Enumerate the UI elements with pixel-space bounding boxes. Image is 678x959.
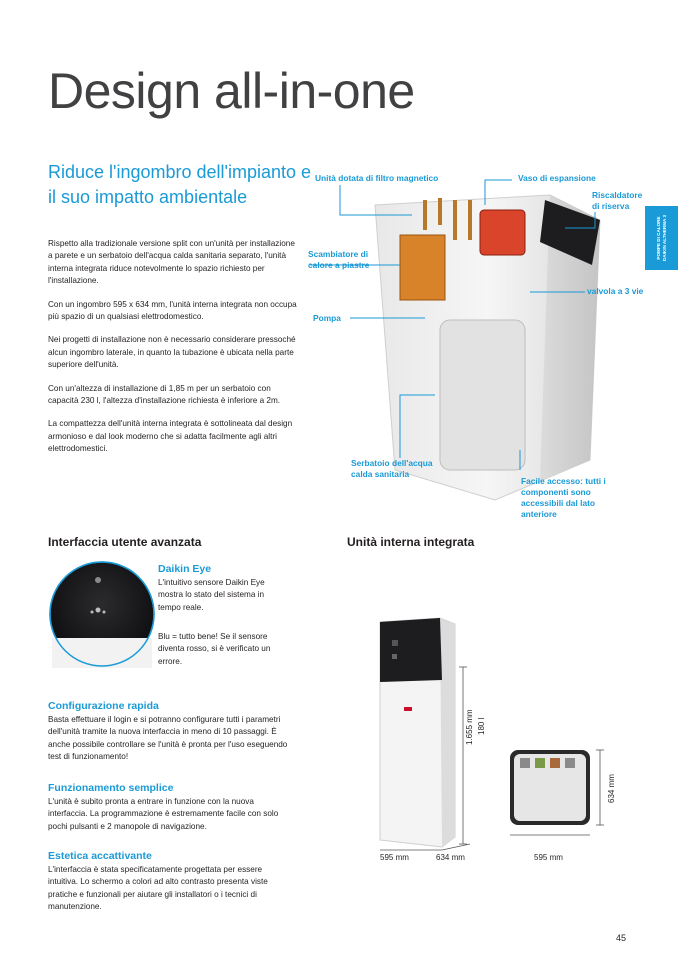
paragraph: Nei progetti di installazione non è necessario considerare pressoché alcun ingombro laterale, in quanto la tubazione è ubicata nella parte superiore dell'unità.: [48, 335, 296, 370]
callout-magnetic-filter: Unità dotata di filtro magnetico: [315, 173, 439, 183]
paragraph: Con un'altezza di installazione di 1,85 m per un serbatoio con capacità 230 l, l'altezza d'installazione richiesta è inferiore a 2m.: [48, 383, 281, 406]
depth-dimension-label: 634 mm: [436, 853, 465, 862]
side-tab-line-1: POMPE DI CALORE: [655, 216, 661, 260]
side-tab: [645, 206, 678, 270]
paragraph: La compattezza dell'unità interna integrata è sottolineata dal design armonioso e dal look moderno che si adatta facilmente agli altri elettrodomestici.: [48, 419, 293, 454]
feature-text: L'unità è subito pronta a entrare in funzione con la nuova interfaccia. La programmazione è estremamente facile con solo pochi pulsanti e 2 manopole di navigazione.: [48, 797, 279, 831]
callout-3-way-valve: valvola a 3 vie: [587, 286, 644, 296]
daikin-eye-photo: [48, 560, 156, 668]
feature-title: Funzionamento semplice: [48, 782, 174, 794]
feature-title: Estetica accattivante: [48, 850, 152, 862]
intro-text: [48, 238, 298, 467]
daikin-eye-text-1: L'intuitivo sensore Daikin Eye mostra lo stato del sistema in tempo reale.: [158, 578, 265, 612]
callout-expansion-vessel: Vaso di espansione: [518, 173, 596, 183]
callout-dhw-tank: Serbatoio dell'acqua calda sanitaria: [351, 458, 433, 479]
small-height-label: 634 mm: [607, 774, 616, 803]
paragraph: Con un ingombro 595 x 634 mm, l'unità interna integrata non occupa più spazio di un qualsiasi elettrodomestico.: [48, 299, 297, 322]
indoor-unit-drawing: [370, 612, 480, 857]
daikin-eye-text-2: Blu = tutto bene! Se il sensore diventa rosso, si è verificato un errore.: [158, 632, 271, 666]
unit-heading: Unità interna integrata: [347, 535, 475, 549]
width-dimension-label: 595 mm: [380, 853, 409, 862]
unit-top-view-drawing: [500, 740, 620, 840]
feature-text: L'interfaccia è stata specificatamente progettata per essere intuitiva. Lo schermo a colori ad alto contrasto presenta viste pratiche e funzionali per aiutare gli installatori o i tecnici di manutenzione.: [48, 865, 268, 912]
small-width-label: 595 mm: [534, 853, 563, 862]
page-title: Design all-in-one: [48, 63, 415, 119]
callout-plate-heat-exchanger: Scambiatore di calore a piastre: [308, 249, 370, 270]
interface-heading: Interfaccia utente avanzata: [48, 535, 202, 549]
side-tab-line-2: DAIKIN ALTHERMA 3: [661, 214, 667, 262]
callout-backup-heater: Riscaldatore di riserva: [592, 190, 643, 211]
page-number: 45: [616, 933, 627, 943]
feature-title: Configurazione rapida: [48, 700, 159, 712]
paragraph: Rispetto alla tradizionale versione split con un'unità per installazione a parete e un serbatoio dell'acqua calda sanitaria separato, l'unità interna integrata riduce notevolmente lo spazio richiesto per l'installazione.: [48, 239, 295, 286]
callout-easy-access: Facile accesso: tutti i componenti sono accessibili dal lato anteriore: [521, 476, 606, 519]
tank-capacity-label: 180 l: [477, 717, 486, 735]
height-dimension-label: 1.655 mm: [465, 709, 474, 745]
section-subtitle: Riduce l'ingombro dell'impianto e il suo impatto ambientale: [48, 162, 312, 207]
side-tab-label: [656, 215, 668, 261]
daikin-eye-title: Daikin Eye: [158, 563, 212, 575]
feature-text: Basta effettuare il login e si potranno configurare tutti i parametri dell'unità tramite la nuova interfaccia in meno di 10 passaggi. È anche possibile controllare se l'unità è pronta per l'uso eseguendo test di funzionamento!: [48, 715, 288, 762]
callout-pump: Pompa: [313, 313, 341, 323]
